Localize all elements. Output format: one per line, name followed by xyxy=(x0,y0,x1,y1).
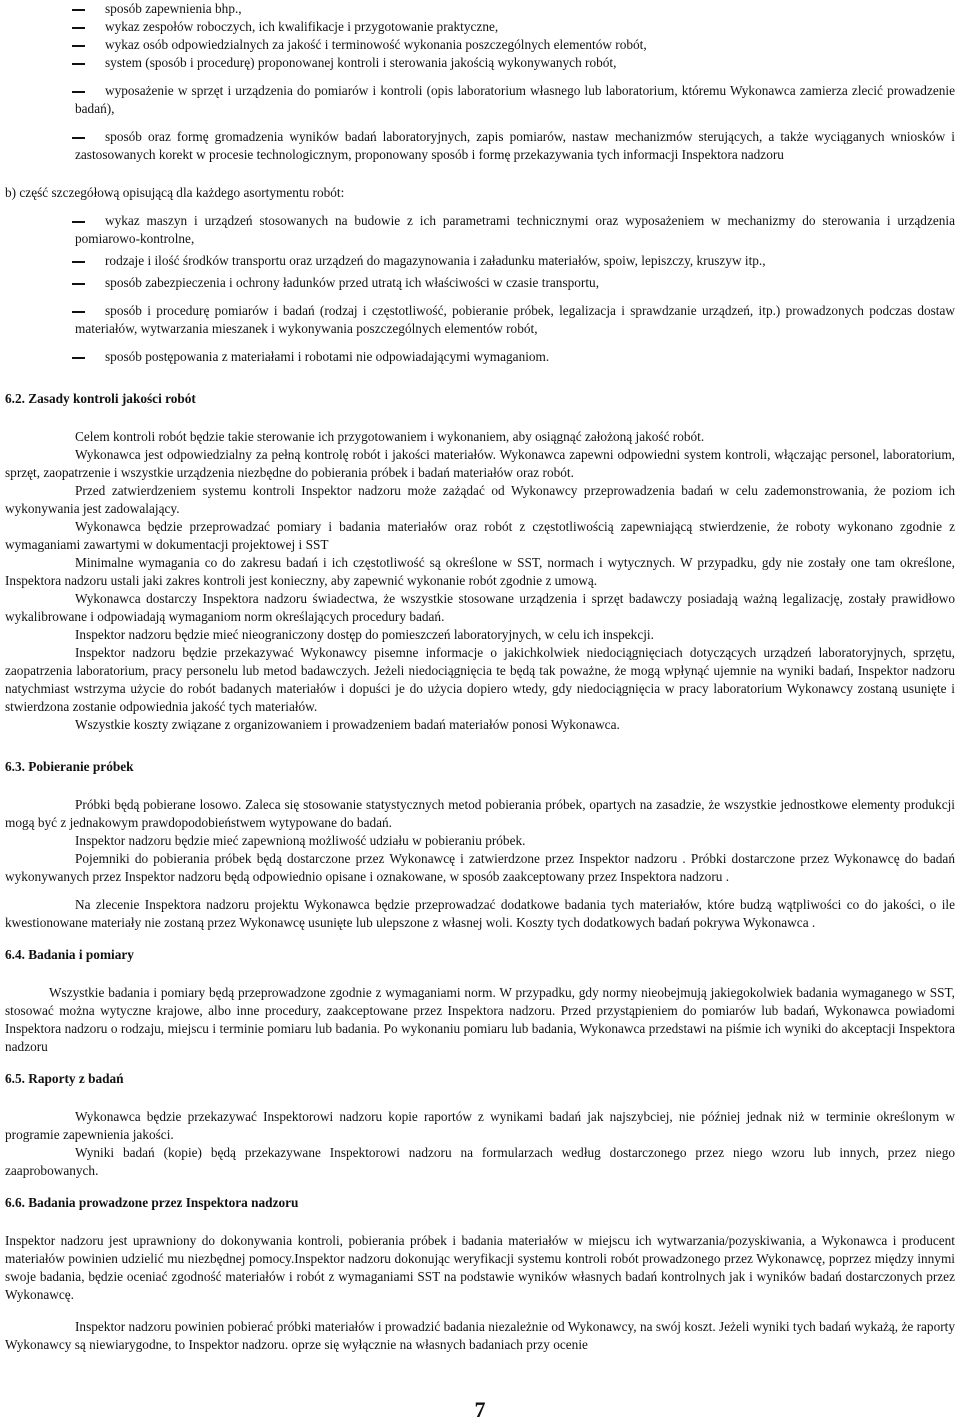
page-number: 7 xyxy=(474,1397,486,1422)
paragraph: Wszystkie badania i pomiary będą przeprowadzone zgodnie z wymaganiami norm. W przypadku, gdy normy nieobejmują jakiegokolwiek badania wymaganego w SST, stosować można wytyczne krajowe, albo inne procedury, zaakceptowane przez Inspektora nadzoru. Przed przystąpieniem do pomiarów lub badań, Wykonawca powiadomi Inspektora nadzoru o rodzaju, miejscu i terminie pomiaru lub badania. Po wykonaniu pomiaru lub badania, Wykonawca przedstawi na piśmie ich wyniki do akceptacji Inspektora nadzoru xyxy=(5,985,955,1054)
paragraph: Przed zatwierdzeniem systemu kontroli Inspektor nadzoru może zażądać od Wykonawcy przeprowadzenia badań w celu zademonstrowania, że poziom ich wykonywania jest zadowalający. xyxy=(5,483,955,516)
document-page xyxy=(5,0,955,1354)
list-item: sposób zabezpieczenia i ochrony ładunków przed utratą ich właściwości w czasie transportu, xyxy=(5,274,955,292)
dash-bullet xyxy=(75,18,85,29)
list-item: wykaz osób odpowiedzialnych za jakość i terminowość wykonania poszczególnych elementów robót, xyxy=(5,36,955,54)
dash-bullet xyxy=(75,348,85,359)
paragraph: Próbki będą pobierane losowo. Zaleca się stosowanie statystycznych metod pobierania próbek, opartych na zasadzie, że wszystkie jednostkowe elementy produkcji mogą być z jednakowym prawdopodobieństwem wytypowane do badań. xyxy=(5,797,955,830)
paragraph: Inspektor nadzoru będzie mieć zapewnioną możliwość udziału w pobieraniu próbek. xyxy=(75,833,526,848)
dash-bullet xyxy=(75,128,85,139)
list-item: wyposażenie w sprzęt i urządzenia do pomiarów i kontroli (opis laboratorium własnego lub laboratorium, któremu Wykonawca zamierza zlecić prowadzenie badań), xyxy=(75,83,955,116)
section-heading-6-4: 6.4. Badania i pomiary xyxy=(5,947,134,962)
paragraph: Wykonawca jest odpowiedzialny za pełną kontrolę robót i jakości materiałów. Wykonawca zapewni odpowiedni system kontroli, włączając personel, laboratorium, sprzęt, zaopatrzenie i wszystkie urządzenia niezbędne do pobierania próbek i badań materiałów oraz robót. xyxy=(5,447,955,480)
paragraph: Wykonawca będzie przekazywać Inspektorowi nadzoru kopie raportów z wynikami badań jak najszybciej, nie później jednak niż w terminie określonym w programie zapewnienia jakości. xyxy=(5,1109,955,1142)
list-item: sposób oraz formę gromadzenia wyników badań laboratoryjnych, zapis pomiarów, nastaw mechanizmów sterujących, a także wyciąganych wniosków i zastosowanych korekt w procesie technologicznym, proponowany sposób i formę przekazywania tych informacji Inspektora nadzoru xyxy=(75,129,955,162)
part-b-heading: b) część szczegółową opisującą dla każdego asortymentu robót: xyxy=(5,185,345,200)
paragraph: Wyniki badań (kopie) będą przekazywane Inspektorowi nadzoru na formularzach według dostarczonego przez niego wzoru lub innych, przez niego zaaprobowanych. xyxy=(5,1145,955,1178)
list-part-b xyxy=(5,212,955,366)
dash-bullet xyxy=(75,252,85,263)
dash-bullet xyxy=(75,302,85,313)
section-heading-6-6: 6.6. Badania prowadzone przez Inspektora nadzoru xyxy=(5,1195,299,1210)
paragraph: Inspektor nadzoru będzie przekazywać Wykonawcy pisemne informacje o jakichkolwiek niedociągnięciach dotyczących urządzeń laboratoryjnych, sprzętu, zaopatrzenia laboratorium, pracy personelu lub metod badawczych. Jeżeli niedociągnięcia te będą tak poważne, że mogą wpłynąć ujemnie na wyniki badań, Inspektor nadzoru natychmiast wstrzyma użycie do robót badanych materiałów i dopuści je do użycia dopiero wtedy, gdy niedociągnięcia w pracy laboratorium Wykonawcy zostaną usunięte i stwierdzona zostanie odpowiednia jakość tych materiałów. xyxy=(5,645,955,714)
paragraph: Minimalne wymagania co do zakresu badań i ich częstotliwość są określone w SST, normach i wytycznych. W przypadku, gdy nie zostały one tam określone, Inspektora nadzoru ustali jaki zakres kontroli jest konieczny, aby zapewnić wykonanie robót zgodnie z umową. xyxy=(5,555,955,588)
paragraph: Inspektor nadzoru jest uprawniony do dokonywania kontroli, pobierania próbek i badania materiałów w miejscu ich wytwarzania/pozyskiwania, a Wykonawca i producent materiałów powinien udzielić mu niezbędnej pomocy.Inspektor nadzoru dokonując weryfikacji systemu kontroli robót prowadzonego przez Wykonawcę, poprzez między innymi swoje badania, będzie oceniać zgodność materiałów i robót z wymaganiami SST na podstawie wyników własnych badań kontrolnych jak i wyników badań dostarczonych przez Wykonawcę. xyxy=(5,1233,955,1302)
paragraph: Pojemniki do pobierania próbek będą dostarczone przez Wykonawcę i zatwierdzone przez Inspektor nadzoru . Próbki dostarczone przez Wykonawcę do badań wykonywanych przez Inspektor nadzoru będą odpowiednio opisane i oznakowane, w sposób zaakceptowany przez Inspektora nadzoru . xyxy=(5,851,955,884)
paragraph: Na zlecenie Inspektora nadzoru projektu Wykonawca będzie przeprowadzać dodatkowe badania tych materiałów, które budzą wątpliwości co do jakości, o ile kwestionowane materiały nie zostaną przez Wykonawcę usunięte lub ulepszone z własnej woli. Koszty tych dodatkowych badań pokrywa Wykonawca . xyxy=(5,897,955,930)
list-item: rodzaje i ilość środków transportu oraz urządzeń do magazynowania i załadunku materiałów, spoiw, lepiszczy, kruszyw itp., xyxy=(5,252,955,270)
list-part-a xyxy=(5,0,955,164)
dash-bullet xyxy=(75,274,85,285)
dash-bullet xyxy=(75,82,85,93)
list-item: wykaz maszyn i urządzeń stosowanych na budowie z ich parametrami technicznymi oraz wyposażeniem w mechanizmy do sterowania i urządzenia pomiarowo-kontrolne, xyxy=(75,213,955,246)
list-item: sposób zapewnienia bhp., xyxy=(5,0,955,18)
list-item: wykaz zespołów roboczych, ich kwalifikacje i przygotowanie praktyczne, xyxy=(5,18,955,36)
list-item: system (sposób i procedurę) proponowanej kontroli i sterowania jakością wykonywanych robót, xyxy=(5,54,955,72)
dash-bullet xyxy=(75,212,85,223)
dash-bullet xyxy=(75,0,85,11)
dash-bullet xyxy=(75,36,85,47)
dash-bullet xyxy=(75,54,85,65)
list-item: sposób i procedurę pomiarów i badań (rodzaj i częstotliwość, pobieranie próbek, legalizacja i sprawdzanie urządzeń, itp.) prowadzonych podczas dostaw materiałów, wytwarzania mieszanek i wykonywania poszczególnych elementów robót, xyxy=(75,303,955,336)
paragraph: Wszystkie koszty związane z organizowaniem i prowadzeniem badań materiałów ponosi Wykonawca. xyxy=(75,717,620,732)
section-heading-6-3: 6.3. Pobieranie próbek xyxy=(5,759,134,774)
paragraph: Inspektor nadzoru powinien pobierać próbki materiałów i prowadzić badania niezależnie od Wykonawcy, na swój koszt. Jeżeli wyniki tych badań wykażą, że raporty Wykonawcy są niewiarygodne, to Inspektor nadzoru. oprze się wyłącznie na własnych badaniach przy ocenie xyxy=(5,1319,955,1352)
paragraph: Inspektor nadzoru będzie mieć nieograniczony dostęp do pomieszczeń laboratoryjnych, w celu ich inspekcji. xyxy=(75,627,654,642)
section-heading-6-5: 6.5. Raporty z badań xyxy=(5,1071,124,1086)
list-item: sposób postępowania z materiałami i robotami nie odpowiadającymi wymaganiom. xyxy=(5,348,955,366)
paragraph: Wykonawca będzie przeprowadzać pomiary i badania materiałów oraz robót z częstotliwością zapewniającą stwierdzenie, że roboty wykonano zgodnie z wymaganiami zawartymi w dokumentacji projektowej i SST xyxy=(5,519,955,552)
paragraph: Celem kontroli robót będzie takie sterowanie ich przygotowaniem i wykonaniem, aby osiągnąć założoną jakość robót. xyxy=(75,429,705,444)
paragraph: Wykonawca dostarczy Inspektora nadzoru świadectwa, że wszystkie stosowane urządzenia i sprzęt badawczy posiadają ważną legalizację, zostały prawidłowo wykalibrowane i odpowiadają wymaganiom norm określających procedury badań. xyxy=(5,591,955,624)
section-heading-6-2: 6.2. Zasady kontroli jakości robót xyxy=(5,391,196,406)
